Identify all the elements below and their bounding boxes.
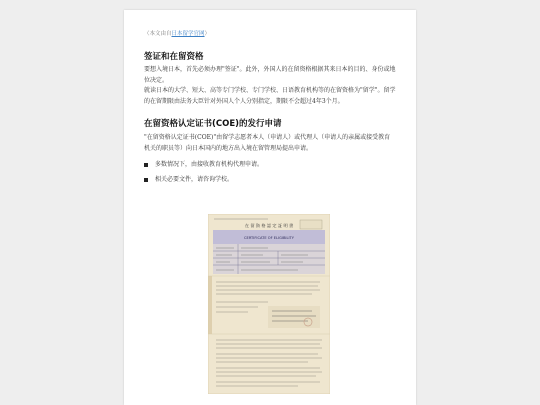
section-visa-title: 签证和在留资格 <box>144 52 204 62</box>
list-item <box>144 160 396 170</box>
source-prefix: （本文由自 <box>144 31 172 37</box>
certificate-form-area <box>213 244 325 274</box>
section-visa-paragraph-2: 就读日本的大学、短大、高等专门学校、专门学校、日语教育机构等的在留资格为"留学"。留学的在留期限由法务大臣针对外国人个人分别指定，期限不会超过4年3个月。 <box>144 87 396 105</box>
bullet-square-icon <box>144 178 148 182</box>
source-link[interactable]: 日本留学官网 <box>171 31 205 37</box>
coe-certificate-image <box>208 214 330 394</box>
bullet-square-icon <box>144 163 148 167</box>
section-visa-paragraph-1: 要想入境日本，首先必须办理"签证"。此外，外国人的在留资格根据其来日本的目的、身份或地位决定。 <box>144 66 396 84</box>
bullet-list <box>144 160 396 185</box>
certificate-header-jp: 在 留 資 格 認 定 証 明 書 <box>244 223 294 228</box>
issuer-block <box>268 306 320 328</box>
source-suffix: ） <box>204 31 211 37</box>
coe-certificate-illustration <box>208 214 330 394</box>
section-coe-paragraph: "在留资格认定证书(COE)"由留学志愿者本人（申请人）或代理人（申请人的亲属或接受教育机关的职员等）向日本国内的地方出入境在留管理局提出申请。 <box>144 134 391 152</box>
list-item-text: 多数情况下，由接收教育机构代理申请。 <box>155 161 264 168</box>
list-item-text: 相关必要文件，请咨询学校。 <box>155 176 234 183</box>
source-note <box>144 29 396 37</box>
certificate-header-en: CERTIFICATE OF ELIGIBILITY <box>244 236 294 240</box>
section-visa <box>144 50 396 107</box>
article-page <box>124 10 416 405</box>
certificate-number-box <box>300 220 322 229</box>
edge-strip <box>208 276 212 334</box>
section-coe-title: 在留资格认定证书(COE)的发行申请 <box>144 119 282 129</box>
article-content <box>124 10 416 185</box>
list-item <box>144 175 396 185</box>
section-coe <box>144 117 396 185</box>
